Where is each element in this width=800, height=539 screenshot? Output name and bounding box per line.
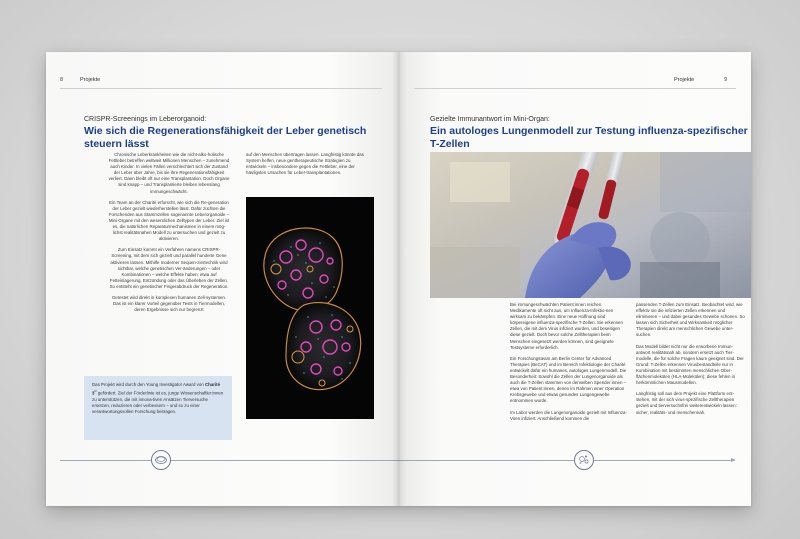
left-kicker: CRISPR-Screenings im Leberorganoid: (84, 116, 207, 123)
left-page (46, 52, 398, 506)
brochure-spread (46, 52, 751, 506)
paragraph: auf den Menschen übertragen lassen. Langfristig könnte das System helfen, neue gentherapeutische Strategien zu entwickeln – insbesondere gegen die Fettleber, eine der häufigsten Ursachen für Leber-transplantationen. (246, 152, 364, 176)
right-column-2 (636, 302, 746, 421)
paragraph: Ein Forschungsteam am Berlin Center for Advanced Therapies (BeCAT) und im Bereich Infektiologie der Charité entwickelt dafür ein humanes, autologes Lungenmodell. Die Besonderheit: Sowohl die Zellen der Lungenorganoide als auch die T-Zellen stammen von denselben Spender:innen – etwa von Patient:innen, denen im Rahmen einer Operation Krebsgewebe und etwas gesundes Lungengewebe entnommen wurde. (510, 355, 627, 404)
paragraph: Getestet wird direkt in komplexen humanen Zell-systemen. Das ist ein klarer Vorteil gegenüber Tests in Tiermodellen, deren Ergebnisse sich nur begrenzt (111, 294, 227, 313)
left-page-number: 8 (60, 77, 64, 83)
paragraph: Zum Einsatz kommt ein Verfahren namens CRISPR-Screening, mit dem sich gezielt und parallel hunderte Gene aktivieren lassen. Mithilfe moderner Sequen-ziertechnik wird sichtbar, welche genetischen Ver-änderungen – oder Kombinationen – welche Effekte haben: etwa auf Fetteinlagerung, Entzündung oder das Überleben der Zellen. So entsteht ein genetischer Fingerabdruck der Regeneration. (109, 247, 229, 289)
infobox-bold: Charité 3 (92, 382, 221, 396)
right-kicker: Gezielte Immunantwort im Mini-Organ: (430, 116, 550, 123)
left-section-label: Projekte (80, 77, 101, 83)
paragraph: passenden T-Zellen zum Einsatz. Beobachtet wird, wie effektiv sie die infizierten Zellen erkennen und eliminieren – und dabei gesundes Gewebe schonen. So lassen sich Sicherheit und Wirksamkeit möglicher Therapien direkt am menschlichen Gewebe unter-suchen. (636, 302, 745, 338)
lab-photo (430, 152, 751, 298)
organoid-microscopy-image (246, 197, 374, 419)
lab-photo-illustration (430, 152, 751, 298)
right-page-number: 9 (724, 77, 728, 83)
paragraph: Langfristig soll aus dem Projekt eine Plattform ent-stehen, mit der sich virus-spezifische Zelltherapien gezielt und tierversuchsfrei weiterentwickeln lassen: sicher, realitäts- und menschennah. (636, 391, 737, 415)
organoid-illustration (246, 197, 374, 419)
right-headline: Ein autologes Lungenmodell zur Testung influenza-spezifischer T-Zellen (430, 125, 748, 150)
funding-info-box (84, 376, 232, 440)
left-column-2 (246, 152, 364, 181)
book-gutter (392, 52, 406, 506)
left-header-divider (60, 88, 382, 89)
left-column-1 (108, 152, 230, 318)
right-column-1 (510, 302, 628, 427)
right-section-label: Projekte (674, 77, 695, 83)
right-header-divider (414, 88, 736, 89)
right-timeline (398, 460, 732, 461)
right-page (398, 52, 751, 506)
infobox-text-post: gefördert. Ziel der Förderlinie ist es, junge Wissenschaftler:innen zu unterstützen, die mit innova-tiven Ansätzen Tierversuche ersetzen, reduzieren oder verbessern – und so zu einer verantwortungsvollen Forschung beitragen. (92, 390, 224, 414)
paragraph: Bei immungeschwächten Patient:innen reichen Medikamente oft nicht aus, um Influenza-Infektio-nen wirksam zu bekämpfen. Eine neue Hoffnung sind körpereigene influenza-spezifische T-Zellen. Sie erkennen Zellen, die mit dem Virus infiziert wurden, und beseitigen diese gezielt. Doch bevor solche Zelltherapien beim Menschen eingesetzt werden können, sind geeignete Testsysteme erforderlich. (510, 302, 623, 350)
petri-dish-icon (151, 450, 171, 470)
petri-dish-glyph (152, 451, 170, 469)
virus-cells-icon (574, 450, 594, 470)
paragraph: Chronische Leberkrankheiten wie die nicht-alko-holische Fettleber betreffen weltweit Millionen Menschen – zunehmend auch Kinder. In vielen Fällen verschlechtert sich der Zustand der Leber über Jahre, bis sie ihre Regenerationsfähigkeit verliert. Dann bleibt oft nur eine Transplantation. Doch Organe sind knapp – und Transplantierte bleiben lebenslang immungeschwächt. (108, 152, 230, 194)
paragraph: Im Labor werden die Lungenorganoide gezielt mit Influenza-Viren infiziert. Anschließend kommen die (510, 409, 627, 421)
paragraph: Ein Team an der Charité erforscht, wie sich die Re-generation der Leber gezielt wiederherstellen lässt. Dafür züchten die Forschenden aus Stammzellen sogenannte Leberorganoide – Mini-Organe mit den wesentlichen Zelltypen der Leber. Ziel ist es, die natürlichen Reparaturmechanismen in einem mög-lichst realitätsnahen Modell zu untersuchen und gezielt zu aktivieren. (108, 199, 230, 242)
infobox-superscript: R (94, 389, 97, 394)
left-headline: Wie sich die Regenerationsfähigkeit der Leber genetisch steuern lässt (84, 125, 367, 150)
left-timeline (60, 460, 398, 461)
timeline-arrow-icon (731, 458, 736, 462)
virus-cells-glyph (575, 451, 593, 469)
paragraph: Das Modell bildet nicht nur die erworbene Immun-antwort realitätsnah ab, sondern ersetzt auch Tier-modelle, die für solche Fragen kaum geeignet sind. Der Grund: T-Zellen erkennen Virusbestandteile nur in Kombination mit bestimmten menschlichen Ober-flächenmolekülen (HLA-Molekülen); diese fehlen in herkömmlichen Mausmodellen. (636, 343, 744, 386)
infobox-text-pre: Das Projekt wird durch den Young Investigator Award von (92, 382, 205, 387)
